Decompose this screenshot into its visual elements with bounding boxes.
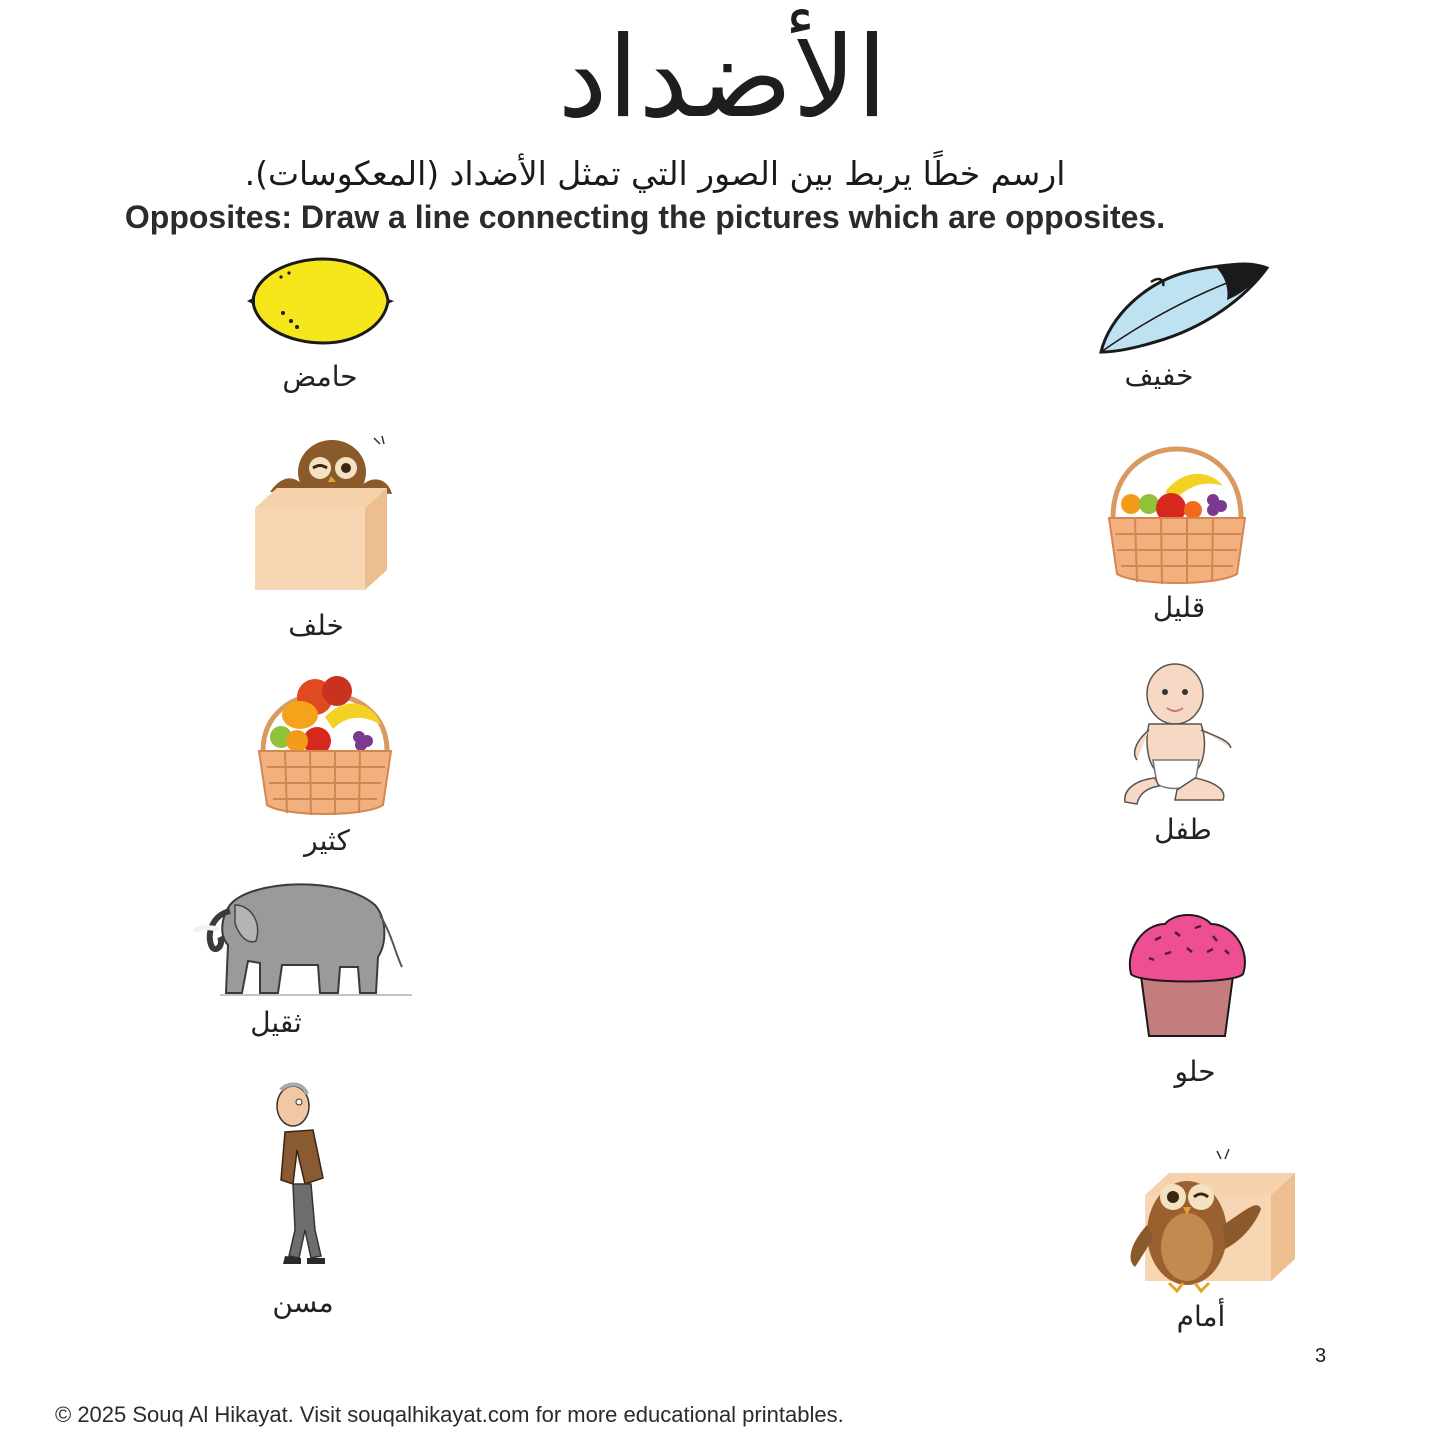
- owl-in-front-of-box-icon: [1125, 1145, 1297, 1297]
- right-item-front[interactable]: [1125, 1145, 1300, 1340]
- label-few: قليل: [1152, 591, 1206, 624]
- page-title: الأضداد: [557, 13, 888, 143]
- right-item-light[interactable]: [1095, 258, 1275, 398]
- right-item-sweet[interactable]: [1125, 910, 1255, 1090]
- label-sour: حامض: [282, 360, 358, 393]
- lemon-icon: [245, 255, 395, 347]
- label-behind: خلف: [288, 609, 344, 642]
- left-item-many[interactable]: [255, 655, 405, 860]
- baby-icon: [1115, 660, 1240, 808]
- label-elderly: مسن: [272, 1286, 334, 1319]
- instruction-english: Opposites: Draw a line connecting the pictures which are opposites.: [124, 199, 1166, 235]
- full-fruit-basket-icon: [255, 655, 395, 817]
- elephant-icon: [190, 875, 412, 1000]
- label-many: كثير: [304, 824, 350, 857]
- left-item-sour[interactable]: [240, 255, 400, 395]
- left-item-heavy[interactable]: [190, 875, 415, 1045]
- feather-icon: [1095, 258, 1270, 356]
- label-front: أمام: [1176, 1300, 1226, 1333]
- right-item-child[interactable]: [1115, 660, 1245, 855]
- footer-copyright: © 2025 Souq Al Hikayat. Visit souqalhikayat.com for more educational printables.: [55, 1402, 844, 1427]
- owl-behind-box-icon: [250, 430, 400, 595]
- old-man-icon: [253, 1080, 353, 1272]
- instruction-arabic: ارسم خطًا يربط بين الصور التي تمثل الأضداد (المعكوسات).: [244, 154, 1066, 193]
- label-sweet: حلو: [1174, 1055, 1216, 1088]
- left-item-behind[interactable]: [250, 430, 400, 645]
- left-item-elderly[interactable]: [245, 1080, 365, 1320]
- label-heavy: ثقيل: [250, 1006, 302, 1039]
- right-item-few[interactable]: [1105, 430, 1255, 630]
- label-child: طفل: [1154, 813, 1212, 846]
- page-number: 3: [1315, 1345, 1327, 1367]
- small-fruit-basket-icon: [1105, 430, 1250, 588]
- label-light: خفيف: [1124, 359, 1194, 392]
- cupcake-icon: [1125, 910, 1250, 1040]
